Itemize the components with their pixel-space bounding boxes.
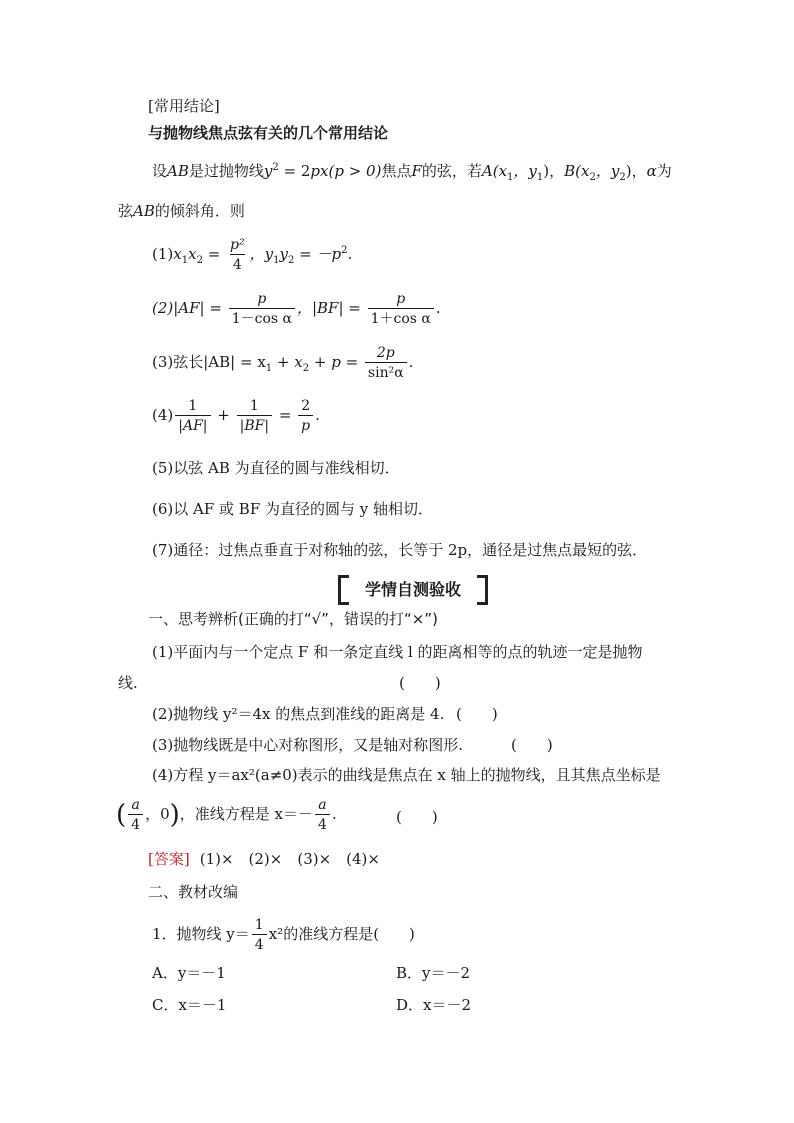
choice-question-1: 1．抛物线 y＝ $\frac{1}{4}$ x²的准线方程是( ): [152, 917, 415, 953]
item-4: (4) $\frac{1}{|AF|}$ + $\frac{1}{|BF|}$ = $\frac{2}{p}$ .: [152, 398, 320, 434]
banner-left-bracket: [338, 575, 349, 605]
intro-line-2: 弦AB的倾斜角．则: [118, 202, 245, 220]
judge-q4-line1: (4)方程 y＝ax²(a≠0)表示的曲线是焦点在 x 轴上的抛物线，且其焦点坐标是: [152, 766, 661, 784]
judge-q1-paren[interactable]: ( ): [399, 674, 441, 692]
section-banner: [338, 575, 488, 601]
right-paren: ): [169, 800, 180, 830]
section2-title: 二、教材改编: [148, 883, 239, 901]
item-1: $(1)x_1x_2$ = $\frac{\text{p²}}{4}$ ，$y_1y_2 = -p^2$.: [152, 237, 353, 273]
answer-text: (1)× (2)× (3)× (4)×: [199, 850, 380, 868]
banner-text: 学情自测验收: [364, 579, 461, 599]
left-paren: (: [116, 800, 127, 830]
option-a[interactable]: A．y＝－1: [152, 964, 226, 982]
judge-q3: (3)抛物线既是中心对称图形，又是轴对称图形.: [152, 736, 464, 754]
judge-q4-paren[interactable]: ( ): [396, 808, 438, 826]
item-7: (7)通径：过焦点垂直于对称轴的弦，长等于 2p，通径是过焦点最短的弦．: [152, 541, 648, 559]
option-c[interactable]: C．x＝－1: [152, 996, 227, 1014]
judge-q3-paren[interactable]: ( ): [511, 736, 553, 754]
answer-line: [148, 852, 380, 867]
conclusion-title: 与抛物线焦点弦有关的几个常用结论: [148, 124, 389, 142]
judge-q2-paren[interactable]: ( ): [456, 705, 498, 723]
item-3: (3)弦长$|AB| = x_1 + x_2 + p$ = $\frac{2p}{\text{sin²α}}$ .: [152, 345, 414, 381]
item-2: (2)|AF| = $\frac{p}{\text{1－cos α}}$ ，|BF| = $\frac{p}{\text{1＋cos α}}$ .: [152, 291, 441, 327]
judge-q1-line2: 线.: [118, 674, 138, 692]
intro-line-1: 设AB是过抛物线$y^2 = 2px(p > 0)$焦点F的弦，若$A(x_1$，$y_1$)，$B(x_2$，$y_2$)，α为: [152, 162, 672, 183]
item-5: (5)以弦 AB 为直径的圆与准线相切．: [152, 459, 400, 477]
judge-q1-line1: (1)平面内与一个定点 F 和一条定直线 l 的距离相等的点的轨迹一定是抛物: [152, 643, 643, 661]
option-b[interactable]: B．y＝－2: [396, 964, 471, 982]
answer-tag: [答案]: [148, 850, 190, 868]
section1-title: 一、思考辨析(正确的打“√”，错误的打“×”): [148, 610, 438, 628]
option-d[interactable]: D．x＝－2: [396, 996, 472, 1014]
judge-q4-line2: ( $\frac{a}{4}$ ，0)，准线方程是 x＝－ $\frac{a}{4}$ .: [116, 797, 337, 833]
item-6: (6)以 AF 或 BF 为直径的圆与 y 轴相切．: [152, 500, 434, 518]
banner-right-bracket: [477, 575, 488, 605]
conclusion-tag: [常用结论]: [148, 97, 220, 115]
judge-q2: (2)抛物线 y²＝4x 的焦点到准线的距离是 4.: [152, 705, 445, 723]
